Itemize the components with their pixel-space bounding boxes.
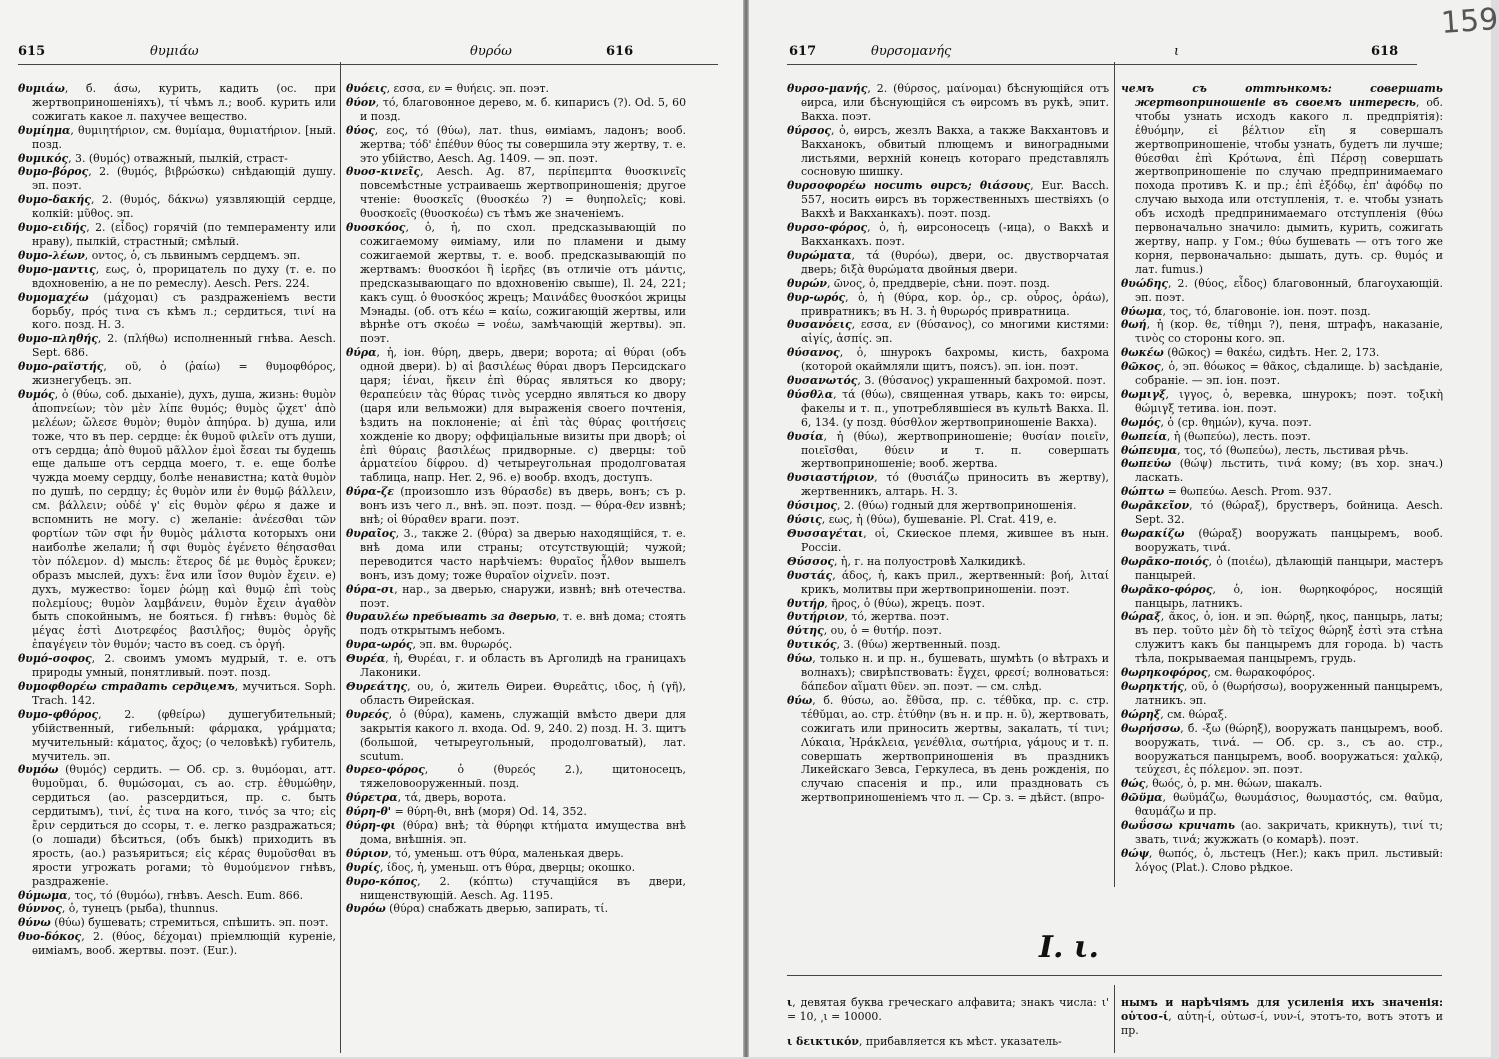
dictionary-entry: θωρήσσω, б. -ξω (θώρηξ), вооружать панцыремъ, вооб. вооружать, τινά. — Об. ср. з., съ ао. стр., вооружаться панцыремъ, вооб. вооружаться: χαλκῷ, τεύχεσι, ἐς πόλεμον. эп. поэт. bbox=[1121, 721, 1443, 777]
dictionary-entry: θύω, б. θύσω, ао. ἔθῦσα, пр. с. τέθὔκα, пр. с. стр. τέθῠμαι, ао. стр. ἐτύθην (въ н. и пр. н. ῡ), жертвовать, сожигать или приносить жертвы, закалать, τί τινι; Λύκαια, Ἡράκλεια, γενέθλια, σωτήρια, γάμους и т. п. совершать жертвоприношенія въ праздникъ Ликейскаго Зевса, Геркулеса, въ день рожденія, по случаю спасенія и пр., или праздновать съ жертвоприношеніемъ что л. — Ср. з. = дѣйст. (впро- bbox=[787, 693, 1109, 805]
page-number-618: 618 bbox=[1371, 44, 1399, 59]
dictionary-entry: θυμικός, 3. (θυμός) отважный, пылкій, страст- bbox=[18, 151, 288, 165]
iota-column-1 bbox=[787, 985, 1109, 1059]
dictionary-entry: θωρᾱκο-φόρος, ὁ, іон. θωρηκοφόρος, носящій панцырь, латникъ. bbox=[1121, 582, 1443, 610]
dictionary-entry: θύσις, εως, ἡ (θύω), бушеваніе. Pl. Crat. 419, e. bbox=[787, 513, 1057, 527]
left-column-2 bbox=[346, 82, 686, 1053]
dictionary-entry: θωμός, ὁ (ср. θημών), куча. поэт. bbox=[1121, 415, 1312, 429]
dictionary-entry: θύμωμα, τος, τό (θυμόω), гнѣвъ. Aesch. Eum. 866. bbox=[18, 888, 304, 902]
page-number-615: 615 bbox=[18, 44, 46, 59]
section-rule bbox=[787, 975, 1442, 976]
dictionary-entry: чемъ съ оттѣнкомъ: совершать жертвоприношеніе въ своемъ интересѣ, об. чтобы узнать исходъ какого л. предпріятія): ἐθυόμην, εἰ βέλτιον εἴη я совершалъ жертвоприношеніе, чтобы узнать, будетъ ли лучше; θύεσθαι ἐπὶ Κρότωνα, ἐπὶ Πέρσῃ совершать жертвоприношеніе по случаю предпринимаемаго похода противъ К. и пр.; ἐπὶ ἐξόδῳ, ἐπ' ἀφόδῳ по случаю выхода или отступленія, т. е. чтобы узнать объ исходѣ предпринимаемаго отступленія (θύω первоначально значило: дымить, курить, сожигать жертву, напр. у Гом.; θύω бушевать — отъ того же корня, первоначально: дышать, дуть. ср. θυμός и лат. fumus.) bbox=[1121, 82, 1443, 276]
dictionary-entry: θωπεία, ἡ (θωπεύω), лесть. поэт. bbox=[1121, 429, 1311, 443]
guide-word-right: ι bbox=[1174, 44, 1180, 59]
dictionary-entry: θύον, τό, благовонное дерево, м. б. кипарисъ (?). Od. 5, 60 и позд. bbox=[346, 95, 686, 123]
dictionary-entry: θύνω (θύω) бушевать; стремиться, спѣшить. эп. поэт. bbox=[18, 916, 329, 930]
dictionary-entry: θυρίς, ίδος, ἡ, уменьш. отъ θύρα, дверцы; окошко. bbox=[346, 860, 636, 874]
page-number-616: 616 bbox=[606, 44, 634, 59]
dictionary-entry: θυμιάω, б. άσω, курить, кадить (ос. при жертвоприношеніяхъ), τί чѣмъ л.; вооб. курить или сожигать какое л. пахучее вещество. bbox=[18, 82, 336, 123]
right-column-1 bbox=[787, 82, 1109, 887]
dictionary-entry: θωρηκτής, οῦ, ὁ (θωρήσσω), вооруженный панцыремъ, латникъ. эп. bbox=[1121, 679, 1443, 707]
dictionary-entry: θύος, εος, τό (θύω), лат. thus, ѳиміамъ, ладонъ; вооб. жертва; τόδ' ἐπέθυν θύος ты совершила эту жертву, т. е. это убійство, Aesch. Ag. 1409. — эп. поэт. bbox=[346, 123, 686, 165]
dictionary-entry: θυμο-ραϊστής, οῦ, ὁ (ῥαίω) = θυμοφθόρος, жизнегубецъ. эп. bbox=[18, 360, 336, 388]
dictionary-entry: θύσιμος, 2. (θύω) годный для жертвоприношенія. bbox=[787, 499, 1077, 513]
dictionary-entry: θύρα, ἡ, іон. θύρη, дверь, двери; ворота; αἱ θύραι (объ одной двери). b) αἱ βασιλέως θύραι дворъ Персидскаго царя; ἰέναι, ἥκειν ἐπὶ θύρας являться ко двору; θεραπεύειν τὰς θύρας τινὸς усердно являться ко двору (царя или вельможи) для выраженія своего почтенія, ѣздить на поклоненіе; αἱ ἐπὶ τὰς θύρας φοιτήσεις хожденіе ко двору; оффиціальные визиты при дворѣ; οἱ ἐπὶ θύραις βασιλέως придворные. c) дверцы: τοῦ ἁρματείου δίφρου. d) четыреугольная продолговатая таблица, напр. Her. 2, 96. e) вообр. входъ, доступъ. bbox=[346, 346, 686, 485]
dictionary-entry: θύρσος, ὁ, ѳирсъ, жезлъ Вакха, а также Вакхантовъ и Вакханокъ, обвитый плющемъ и виноградными листьями, верхній конецъ котораго представлялъ сосновую шишку. bbox=[787, 123, 1109, 179]
left-column-1 bbox=[18, 82, 336, 1053]
dictionary-entry: θυραυλέω пребывать за дверью, т. е. внѣ дома; стоять подъ открытымъ небомъ. bbox=[346, 610, 686, 638]
dictionary-entry: Θύσσος, ἡ, г. на полуостровѣ Халкидикѣ. bbox=[787, 554, 1026, 568]
dictionary-entry: θυρο-κόπος, 2. (κόπτω) стучащійся въ двери, нищенствующій. Aesch. Ag. 1195. bbox=[346, 874, 686, 902]
dictionary-entry: θώρηξ, см. θώραξ. bbox=[1121, 707, 1228, 721]
dictionary-entry: θυμομαχέω (μάχομαι) съ раздраженіемъ вести борьбу, πρός τινα съ кѣмъ л.; сердиться, τινί на кого. позд. Н. 3. bbox=[18, 290, 336, 332]
dictionary-entry: θῶκος, ὁ, эп. θόωκος = θᾶκος, сѣдалище. b) засѣданіе, собраніе. — эп. іон. поэт. bbox=[1121, 360, 1443, 388]
dictionary-entry: θυμο-φθόρος, 2. (φθείρω) душегубительный; убійственный, гибельный: φάρμακα, γράμματα; мучительный: κάματος, ἄχος; (о человѣкѣ) губитель, мучитель. эп. bbox=[18, 707, 336, 763]
dictionary-entry: θύτης, ου, ὁ = θυτήρ. поэт. bbox=[787, 624, 942, 638]
dictionary-entry: θυρσοφορέω носить ѳирсъ; θιάσους, Eur. Bacch. 557, носить ѳирсъ въ торжественныхъ шествіяхъ (о Вакхѣ и Вакханкахъ). поэт. позд. bbox=[787, 179, 1109, 221]
dictionary-entry: θύννος, ὁ, тунецъ (рыба), thunnus. bbox=[18, 902, 219, 916]
dictionary-entry: θύω, только н. и пр. н., бушевать, шумѣть (о вѣтрахъ и волнахъ); свирѣпствовать: ἔγχει, φρεσί; волноваться: δάπεδον αἵματι θῦεν. эп. поэт. — см. слѣд. bbox=[787, 652, 1109, 693]
handwritten-page-note: 159 bbox=[1439, 2, 1499, 41]
dictionary-entry: ι, девятая буква греческаго алфавита; знакъ числа: ι' = 10, ͵ι = 10000. bbox=[787, 995, 1109, 1023]
dictionary-entry: нымъ и нарѣчіямъ для усиленія ихъ значенія: οὑτοσ-ί, αὑτη-ί, οὑτωσ-ί, νυν-ί, этотъ-то, вотъ этотъ и пр. bbox=[1121, 995, 1443, 1037]
dictionary-entry: θώς, θωός, ὁ, р. мн. θώων, шакалъ. bbox=[1121, 777, 1323, 791]
dictionary-entry: θυρ-ωρός, ὁ, ἡ (θύρα, кор. ὀρ., ср. οὖρος, ὁράω), привратникъ; въ Н. З. ἡ θυρωρός привратница. bbox=[787, 290, 1109, 318]
guide-word-left: θυρσομανής bbox=[871, 44, 952, 59]
dictionary-entry: θυσανωτός, 3. (θύσανος) украшенный бахромой. поэт. bbox=[787, 374, 1106, 388]
dictionary-entry: θύωμα, τος, τό, благовоніе. іон. поэт. позд. bbox=[1121, 304, 1371, 318]
dictionary-entry: θυσιαστήριον, τό (θυσιάζω приносить въ жертву), жертвенникъ, алтарь. Н. З. bbox=[787, 471, 1109, 499]
dictionary-entry: θυμο-βόρος, 2. (θυμός, βιβρώσκω) снѣдающій душу. эп. поэт. bbox=[18, 165, 336, 193]
dictionary-entry: θυοσκόος, ὁ, ἡ, по схол. предсказывающій по сожигаемому ѳиміаму, или по пламени и дыму сожигаемой жертвы, т. е. вооб. предсказывающій по жертвамъ: θυοσκόοι ἢ ἱερῆες (въ отличіе отъ μάντις, предсказывающаго по вдохновенію свыше), Il. 24, 221; какъ сущ. ὁ θυοσκόος жрецъ; Μαινάδες θυοσκόοι жрицы Мэнады. (об. отъ κέω = καίω, сожигающій жертвы, или вѣрнѣе отъ σκοέω = νοέω, замѣчающій жертвы). эп. поэт. bbox=[346, 221, 686, 346]
dictionary-entry: θύριον, τό, уменьш. отъ θύρα, маленькая дверь. bbox=[346, 846, 624, 860]
dictionary-entry: θυσία, ἡ (θύω), жертвоприношеніе; θυσίαν ποιεῖν, ποιεῖσθαι, θύειν и т. п. совершать жертвоприношеніе; вооб. жертва. bbox=[787, 429, 1109, 471]
dictionary-entry: θυρα-ωρός, эп. вм. θυρωρός. bbox=[346, 638, 513, 652]
dictionary-entry: θυμο-πληθής, 2. (πλήθω) исполненный гнѣва. Aesch. Sept. 686. bbox=[18, 332, 336, 360]
dictionary-entry: θυτικός, 3. (θύω) жертвенный. позд. bbox=[787, 638, 1001, 652]
dictionary-entry: θώψ, θωπός, ὁ, льстецъ (Her.); какъ прил. льстивый: λόγος (Plat.). Слово рѣдкое. bbox=[1121, 846, 1443, 874]
dictionary-entry: θυτήρ, ῆρος, ὁ (θύω), жрецъ. поэт. bbox=[787, 596, 985, 610]
dictionary-entry: Θυρέα, ἡ, Θυρέαι, г. и область въ Арголидѣ на границахъ Лаконики. bbox=[346, 652, 686, 680]
dictionary-entry: θύρα-ζε (произошло изъ θύρασδε) въ дверь, вонъ; съ р. вонъ изъ чего л., внѣ. эп. поэт. позд. — θύρα-θεν извнѣ; внѣ; οἱ θύραθεν враги. поэт. bbox=[346, 485, 686, 527]
dictionary-entry: θυόεις, εσσα, εν = θυήεις. эп. поэт. bbox=[346, 82, 549, 95]
dictionary-entry: θώπτω = θωπεύω. Aesch. Prom. 937. bbox=[1121, 485, 1332, 499]
dictionary-entry: θυτήριον, τό, жертва. поэт. bbox=[787, 610, 950, 624]
dictionary-entry: θύρη-φι (θύρα) внѣ; τὰ θύρηφι κτήματα имущества внѣ дома, внѣшнія. эп. bbox=[346, 819, 686, 846]
dictionary-entry: θωπεύω (θώψ) льстить, τινά кому; (въ хор. знач.) ласкать. bbox=[1121, 457, 1443, 485]
dictionary-entry: θωκέω (θῶκος) = θακέω, сидѣть. Her. 2, 173. bbox=[1121, 346, 1380, 360]
dictionary-entry: θυοσ-κινεῖς, Aesch. Ag. 87, περίπεμπτα θυοσκινεῖς повсемѣстные устраиваешь жертвоприношенія; другое чтеніе: θυοσκεῖς (θυοσκέω ?) = θυηπολεῖς; кові. θυοσκοεῖς (θυοσκοέω) съ тѣмъ же значеніемъ. bbox=[346, 165, 686, 221]
dictionary-entry: θωή, ἡ (кор. θε, τίθημι ?), пеня, штрафъ, наказаніе, τινὸς со стороны кого. эп. bbox=[1121, 318, 1443, 346]
guide-word-right: θυρόω bbox=[470, 44, 512, 59]
column-divider bbox=[1114, 985, 1115, 1053]
dictionary-entry: θυο-δόκος, 2. (θύος, δέχομαι) пріемлющій куреніе, ѳиміамъ, вооб. жертвы. поэт. (Eur.). bbox=[18, 930, 336, 958]
dictionary-entry: θωρηκοφόρος, см. θωρακοφόρος. bbox=[1121, 666, 1316, 680]
dictionary-entry: θωμιγξ, ιγγος, ὁ, веревка, шнурокъ; поэт. τοξικὴ θώμιγξ тетива. іон. поэт. bbox=[1121, 387, 1443, 415]
dictionary-entry: θύρετρα, τά, дверь, ворота. bbox=[346, 791, 507, 805]
right-column-2 bbox=[1121, 82, 1443, 887]
dictionary-entry: θωρᾱκο-ποιός, ὁ (ποιέω), дѣлающій панцыри, мастеръ панцырей. bbox=[1121, 554, 1443, 582]
dictionary-entry: θωρακίζω (θώραξ) вооружать панцыремъ, вооб. вооружать, τινά. bbox=[1121, 527, 1443, 554]
dictionary-entry: θυρεός, ὁ (θύρα), камень, служащій вмѣсто двери для закрытія какого л. входа. Od. 9, 240. 2) позд. Н. З. щитъ (большой, четыреугольный, продолговатый), лат. scutum. bbox=[346, 707, 686, 763]
header-rule bbox=[787, 64, 1417, 65]
dictionary-entry: θυρεο-φόρος, ὁ (θυρεός 2.), щитоносецъ, тяжеловооруженный. позд. bbox=[346, 763, 686, 791]
dictionary-entry: θωΰσσω кричать (ао. закричать, крикнуть), τινί τι; звать, τινά; жужжать (о комарѣ). поэт. bbox=[1121, 819, 1443, 846]
page-number-617: 617 bbox=[789, 44, 817, 59]
dictionary-entry: θυμοφθορέω страдать сердцемъ, мучиться. Soph. Trach. 142. bbox=[18, 679, 336, 707]
dictionary-entry: θυώδης, 2. (θύος, εἶδος) благовонный, благоухающій. эп. поэт. bbox=[1121, 276, 1443, 304]
guide-word-left: θυμιάω bbox=[150, 44, 199, 59]
dictionary-entry: θυμός, ὁ (θύω, соб. дыханіе), духъ, душа, жизнь: θυμὸν ἀποπνείων; τὸν μὲν λίπε θυμός; θυμὸς ᾤχετ' ἀπὸ μελέων; ὤλεσε θυμὸν; θυμὸν ἀπηύρα. b) душа, или тоже, что въ пер. сердце: ἐκ θυμοῦ φιλεῖν отъ души, отъ сердца; ἀπὸ θυμοῦ μᾶλλον ἐμοὶ ἔσεαι ты будешь еще дальше отъ сердца моего, т. е. еще болѣе чужда моему сердцу, болѣе ненавистна; κατὰ θυμὸν по душѣ, по сердцу; ἐς θυμὸν или ἐν θυμῷ βάλλειν, см. βάλλειν; οὐδέ γ' εἰς θυμὸν φέρω я даже и вспомнить не могу. c) желаніе: ἀνέεσθαι τῶν φορτίων τῶν σφι ἦν θυμὸς μάλιστα которыхъ они наиболѣе желали; ἧ σφι θυμὸς ἐγένετο θέησασθαι τὸν πόλεμον. d) мысль: ἕτερος δέ με θυμὸς ἔρυκεν; образъ мыслей, духъ: ἕνα или ἴσον θυμὸν ἔχειν. e) духъ, мужество: ἴομεν ῥώμῃ καὶ θυμῷ ἐπὶ τοὺς πολεμίους; θυμὸν λαμβάνειν, θυμὸν ἔχειν ἀγαθὸν быть спокойнымъ, не бояться. f) гнѣвъ: θυμὸς δὲ μέγας ἐστὶ Διοτρεφέος βασιλῆος; θυμὸς ὀργῆς ἐπαγέγειν τὸν θυμόν; часто въ соед. съ ὀργή. bbox=[18, 387, 336, 652]
dictionary-entry: θυστάς, άδος, ἡ, какъ прил., жертвенный: βοή, λιταί крикъ, молитвы при жертвоприношеніи. поэт. bbox=[787, 568, 1109, 596]
dictionary-entry: θυρόω (θύρα) снабжать дверью, запирать, τί. bbox=[346, 902, 609, 916]
dictionary-entry: θύσανος, ὁ, шнурокъ бахромы, кисть, бахрома (которой окаймляли щитъ, поясъ). эп. іон. поэт. bbox=[787, 346, 1109, 374]
dictionary-entry: θυμο-μαντις, εως, ὁ, прорицатель по духу (т. е. по вдохновенію, а не по ремеслу). Aesch. Pers. 224. bbox=[18, 262, 336, 290]
dictionary-entry: θώπευμα, τος, τό (θωπεύω), лесть, льстивая рѣчь. bbox=[1121, 443, 1409, 457]
dictionary-entry: θύρη-θ' = θύρη-θι, внѣ (моря) Od. 14, 352. bbox=[346, 805, 587, 819]
dictionary-entry: θυμίημα, θυμιητήριον, см. θυμίαμα, θυμιατήριον. [ный. позд. bbox=[18, 123, 336, 151]
dictionary-entry: θυμόω (θυμός) сердить. — Об. ср. з. θυμόομαι, атт. θυμοῦμαι, б. θυμώσομαι, съ ао. стр. ἐθυμώθην, сердиться (ао. разсердиться, пр. с. быть сердитымъ), τινί, ἐς τινα на кого, τινός за что; εἰς ἔριν сердиться до ссоры, т. е. легко раздражаться; (о лошади) бѣситься, (объ быкѣ) приходить въ ярость, (ао.) разъяриться; εἰς κέρας θυμοῦσθαι въ ярости угрожать рогами; τὸ θυμούμενον гнѣвъ, раздраженіе. bbox=[18, 763, 336, 888]
dictionary-entry: θυραῖος, 3., также 2. (θύρα) за дверью находящійся, т. е. внѣ дома или страны; отсутствующій; чужой; переводится часто нарѣчіемъ: θυραῖος ἦλθον вышелъ вонъ, изъ дому; тоже θυραῖον οἰχνεῖν. поэт. bbox=[346, 527, 686, 582]
dictionary-entry: θύρα-σι, нар., за дверью, снаружи, извнѣ; внѣ отечества. поэт. bbox=[346, 582, 686, 610]
dictionary-entry: θυμό-σοφος, 2. своимъ умомъ мудрый, т. е. отъ природы умный, понятливый. поэт. позд. bbox=[18, 652, 336, 680]
left-page bbox=[0, 0, 743, 1057]
dictionary-entry: θωρᾱκεῖον, τό (θώραξ), брустверъ, бойница. Aesch. Sept. 32. bbox=[1121, 499, 1443, 527]
dictionary-entry: θυμο-ειδής, 2. (εἶδος) горячій (по темпераменту или нраву), пылкій, страстный; смѣлый. bbox=[18, 221, 336, 248]
dictionary-entry: θύσθλα, τά (θύω), священная утварь, какъ то: ѳирсы, факелы и т. п., употреблявшіеся въ культѣ Вакха. Il. 6, 134. (у позд. θύσθλον жертвоприношеніе Вакха). bbox=[787, 387, 1109, 429]
dictionary-entry: θυρών, ῶνος, ὁ, преддверіе, сѣни. поэт. позд. bbox=[787, 276, 1050, 290]
header-rule bbox=[18, 64, 718, 65]
dictionary-entry: θώραξ, ᾶκος, ὁ, іон. и эп. θώρηξ, ηκος, панцырь, латы; въ пер. τοῦτο μὲν δὴ τὸ τεῖχος θώρηξ ἐστὶ эта стѣна служитъ какъ бы панцыремъ для города. b) часть тѣла, покрываемая панцыремъ, грудь. bbox=[1121, 610, 1443, 666]
right-page bbox=[749, 0, 1499, 1057]
iota-column-2 bbox=[1121, 985, 1443, 1049]
dictionary-entry: ι δεικτικόν, прибавляется къ мѣст. указатель- bbox=[787, 1034, 1062, 1048]
dictionary-entry: θυρσο-φόρος, ὁ, ἡ, ѳирсоносецъ (-ица), о Вакхѣ и Вакханкахъ. поэт. bbox=[787, 221, 1109, 248]
column-divider bbox=[1114, 62, 1115, 887]
dictionary-entry: θυμο-δακής, 2. (θυμός, δάκνω) уязвляющій сердце, колкій: μῦθος. эп. bbox=[18, 193, 336, 221]
dictionary-entry: Θυσσαγέται, οἱ, Скиѳское племя, жившее въ нын. Россіи. bbox=[787, 527, 1109, 554]
section-heading-iota: I. ι. bbox=[1039, 930, 1099, 965]
dictionary-entry: Θυρεάτης, ου, ὁ, житель Ѳиреи. Θυρεᾶτις, ιδος, ἡ (γῆ), область Ѳирейская. bbox=[346, 679, 686, 707]
dictionary-entry: θυσανόεις, εσσα, εν (θύσανος), со многими кистями: αἰγίς, ἀσπίς. эп. bbox=[787, 318, 1109, 346]
dictionary-entry: θυρσο-μανής, 2. (θύρσος, μαίνομαι) бѣснующійся отъ ѳирса, или бѣснующійся съ ѳирсомъ въ рукѣ, эпит. Вакха. поэт. bbox=[787, 82, 1109, 123]
column-divider bbox=[340, 62, 341, 1053]
dictionary-entry: θυμο-λέων, οντος, ὁ, съ львинымъ сердцемъ. эп. bbox=[18, 248, 301, 262]
dictionary-entry: θυρώματα, τά (θυρόω), двери, ос. двустворчатая дверь; διξὰ θυρώματα двойныя двери. bbox=[787, 248, 1109, 276]
dictionary-entry: θῶϋμα, θωϋμάζω, θωυμάσιος, θωυμαστός, см. θαῦμα, θαυμάζω и пр. bbox=[1121, 791, 1443, 819]
